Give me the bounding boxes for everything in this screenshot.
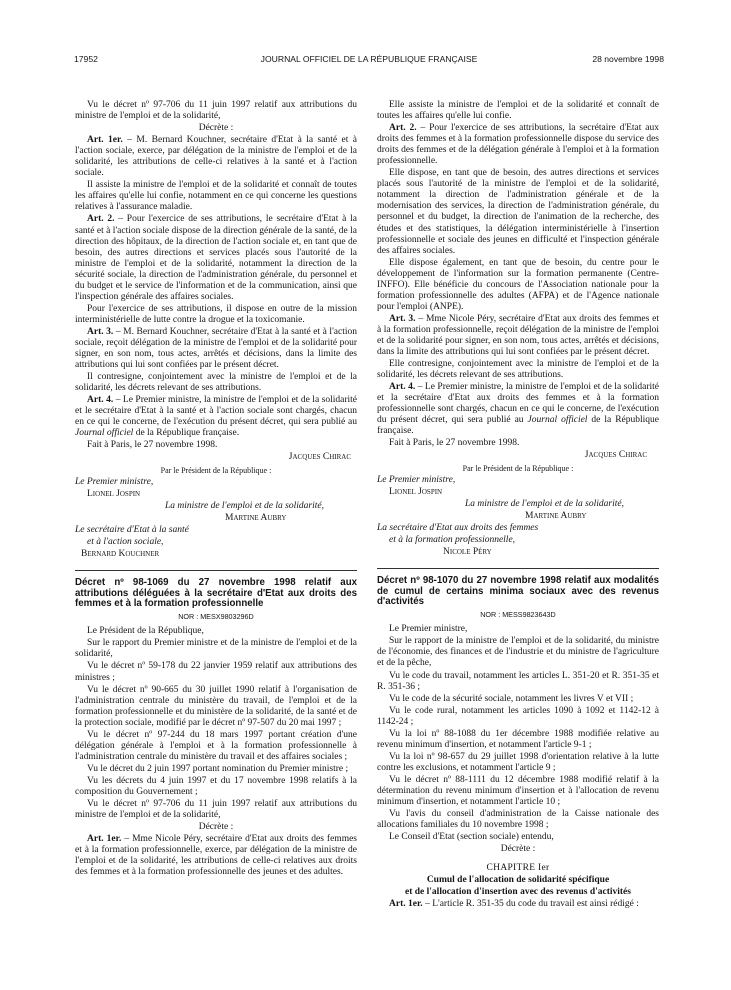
journal-officiel-ref: Journal officiel bbox=[527, 415, 588, 426]
paragraph: Il assiste la ministre de l'emploi et de la solidarité et connaît de toutes les affaires qu'elle lui confie, notamment en ce qui concerne les questions relatives à l'assurance maladie. bbox=[75, 180, 357, 213]
secretary-title-2: et à l'action sociale, bbox=[87, 536, 164, 547]
chapter-title-2: et de l'allocation d'insertion avec des revenus d'activités bbox=[405, 887, 631, 898]
article-4: Art. 4. – Le Premier ministre, la ministre de l'emploi et de la solidarité et le secrétaire d'Etat à la santé et à l'action sociale sont chargés, chacun en ce qui le concerne, de l'exécution du présent décret, qui sera publié au Journal officiel de la République française. bbox=[75, 395, 357, 439]
paragraph: Vu le code de la sécurité sociale, notamment les livres V et VII ; bbox=[389, 693, 634, 704]
paragraph: Vu le décret nº 59-178 du 22 janvier 1959 relatif aux attributions des ministres ; bbox=[75, 661, 357, 683]
pm-title: Le Premier ministre, bbox=[377, 474, 456, 485]
paragraph: Vu l'avis du conseil d'administration de la Caisse nationale des allocations familiales du 10 novembre 1998 ; bbox=[377, 809, 659, 831]
nor-reference: NOR : MESS9823643D bbox=[480, 610, 556, 620]
minister-name: Martine Aubry bbox=[225, 512, 287, 523]
pm-name: Lionel Jospin bbox=[87, 488, 141, 499]
issue-date: 28 novembre 1998 bbox=[592, 54, 664, 64]
article-1: Art. 1er. – L'article R. 351-35 du code du travail est ainsi rédigé : bbox=[389, 899, 639, 910]
article-label: Art. 1er. bbox=[87, 834, 122, 845]
paragraph: Elle assiste la ministre de l'emploi et de la solidarité et connaît de toutes les affaires qu'elle lui confie. bbox=[377, 100, 659, 122]
article-3: Art. 3. – Mme Nicole Péry, secrétaire d'Etat aux droits des femmes et à la formation professionnelle, reçoit délégation de la ministre de l'emploi et de la solidarité pour signer, en son nom, tous actes, arrêtés et décisions, dans la limite des attributions qui lui sont confiées par le présent décret. bbox=[377, 313, 659, 358]
article-4: Art. 4. – Le Premier ministre, la ministre de l'emploi et de la solidarité et la secrétaire d'Etat aux droits des femmes et à la formation professionnelle sont chargés, chacun en ce qui le concerne, de l'exécution du présent décret, qui sera publié au Journal officiel de la République française. bbox=[377, 382, 660, 437]
signature-president: Jacques Chirac bbox=[584, 450, 647, 461]
paragraph: Vu le décret nº 97-244 du 18 mars 1997 portant création d'une délégation générale à l'emploi et à la formation professionnelle à l'administration centrale du ministère du travail et des affaires sociales ; bbox=[75, 729, 357, 762]
nor-reference: NOR : MESX9803296D bbox=[178, 612, 254, 622]
paragraph: Vu les décrets du 4 juin 1997 et du 17 novembre 1998 relatifs à la composition du Gouvernement ; bbox=[75, 775, 357, 797]
secretary-title-2: et à la formation professionnelle, bbox=[389, 534, 516, 545]
paragraph: Sur le rapport du Premier ministre et de la ministre de l'emploi et de la solidarité, bbox=[75, 638, 357, 660]
article-label: Art. 1er. bbox=[87, 135, 123, 146]
paragraph: Pour l'exercice de ses attributions, il dispose en outre de la mission interministérielle de lutte contre la drogue et la toxicomanie. bbox=[75, 303, 357, 325]
pm-name: Lionel Jospin bbox=[389, 486, 443, 497]
article-label: Art. 2. bbox=[389, 123, 417, 134]
article-label: Art. 4. bbox=[389, 382, 416, 393]
left-column bbox=[75, 100, 357, 878]
article-label: Art. 3. bbox=[87, 326, 114, 337]
paragraph: Vu le décret nº 90-665 du 30 juillet 1990 relatif à l'organisation de l'administration centrale du ministère du travail, de l'emploi et de la formation professionnelle et du ministère de la solidarité, de la santé et de la protection sociale, modifié par le décret nº 97-507 du 20 mai 1997 ; bbox=[75, 684, 357, 728]
secretary-name: Nicole Péry bbox=[443, 546, 492, 557]
pm-title: Le Premier ministre, bbox=[75, 476, 154, 487]
paragraph: Le Premier ministre, bbox=[389, 624, 468, 635]
chapter-title: Cumul de l'allocation de solidarité spécifique bbox=[426, 875, 610, 886]
decree-title: Décret nº 98-1070 du 27 novembre 1998 relatif aux modalités de cumul de certains minima sociaux avec des revenus d'activités bbox=[377, 574, 659, 608]
secretary-title: La secrétaire d'Etat aux droits des femmes bbox=[377, 522, 539, 533]
article-label: Art. 3. bbox=[389, 313, 416, 324]
paragraph: Vu la loi nº 98-657 du 29 juillet 1998 d'orientation relative à la lutte contre les exclusions, et notamment l'article 9 ; bbox=[377, 751, 659, 773]
paragraph: Vu le décret nº 88-1111 du 12 décembre 1988 modifié relatif à la détermination du revenu minimum d'insertion et à l'allocation de revenu minimum d'insertion, et notamment l'article 10 ; bbox=[377, 774, 659, 808]
chapter-heading: CHAPITRE Ier bbox=[486, 863, 550, 874]
decrete-heading: Décrète : bbox=[500, 844, 536, 855]
paragraph: Vu le code du travail, notamment les articles L. 351-20 et R. 351-35 et R. 351-36 ; bbox=[377, 670, 659, 692]
secretary-title: Le secrétaire d'Etat à la santé bbox=[75, 524, 189, 535]
paragraph: Vu le code rural, notamment les articles 1090 à 1092 et 1142-12 à 1142-24 ; bbox=[377, 705, 659, 727]
article-3: Art. 3. – M. Bernard Kouchner, secrétaire d'Etat à la santé et à l'action sociale, reçoit délégation de la ministre de l'emploi et de la solidarité pour signer, en son nom, tous actes, arrêtés et décisions, dans la limite des attributions qui lui sont confiées par le présent décret. bbox=[75, 326, 357, 371]
minister-name: Martine Aubry bbox=[525, 510, 587, 521]
page-header bbox=[74, 52, 664, 66]
decrete-heading: Décrète : bbox=[198, 822, 234, 833]
journal-officiel-ref: Journal officiel bbox=[75, 428, 134, 439]
paragraph: Vu le décret du 2 juin 1997 portant nomination du Premier ministre ; bbox=[87, 763, 349, 774]
article-2: Art. 2. – Pour l'exercice de ses attributions, le secrétaire d'Etat à la santé et à l'action sociale dispose de la direction générale de la santé, de la direction des hôpitaux, de la direction de l'action sociale et, en tant que de besoin, des autres directions et services placés sous l'autorité de la ministre de l'emploi et de la solidarité, notamment la direction de la sécurité sociale, la direction de l'administration générale, du personnel et du budget et le service de l'information et de la communication, ainsi que l'inspection générale des affaires sociales. bbox=[75, 214, 357, 302]
paragraph: Le Conseil d'Etat (section sociale) entendu, bbox=[389, 832, 554, 843]
decree-separator bbox=[377, 568, 659, 569]
signature-president: Jacques Chirac bbox=[288, 452, 351, 463]
par-le-president: Par le Président de la République : bbox=[462, 463, 574, 473]
paragraph: Vu le décret nº 97-706 du 11 juin 1997 relatif aux attributions du ministre de l'emploi et de la solidarité, bbox=[75, 100, 357, 122]
decrete-heading: Décrète : bbox=[198, 123, 234, 134]
paragraph: Le Président de la République, bbox=[87, 626, 204, 637]
article-1: Art. 1er. – Mme Nicole Péry, secrétaire d'Etat aux droits des femmes et à la formation professionnelle, exerce, par délégation de la ministre de l'emploi et de la solidarité, les attributions de celle-ci relatives aux droits des femmes et à la formation professionnelle des jeunes et des adultes. bbox=[75, 834, 357, 878]
article-label: Art. 4. bbox=[87, 395, 114, 406]
paragraph: Vu le décret nº 97-706 du 11 juin 1997 relatif aux attributions du ministre de l'emploi et de la solidarité, bbox=[75, 799, 357, 821]
journal-title: JOURNAL OFFICIEL DE LA RÉPUBLIQUE FRANÇAISE bbox=[260, 54, 478, 64]
paragraph: Elle dispose également, en tant que de besoin, du centre pour le développement de l'information sur la formation permanente (Centre-INFFO). Elle bénéficie du concours de l'Association nationale pour la formation professionnelle des adultes (AFPA) et de l'Agence nationale pour l'emploi (ANPE). bbox=[377, 257, 659, 312]
article-label: Art. 2. bbox=[87, 214, 115, 225]
paragraph: Elle dispose, en tant que de besoin, des autres directions et services placés sous l'autorité de la ministre de l'emploi et de la solidarité, notamment la direction de l'administration générale et de la modernisation des services, la direction de l'administration générale, du personnel et du budget, la direction de l'animation de la recherche, des études et des statistiques, la délégation interministérielle à l'insertion professionnelle et sociale des jeunes en difficulté et l'inspection générale des affaires sociales. bbox=[377, 168, 659, 256]
minister-title: La ministre de l'emploi et de la solidarité, bbox=[465, 498, 624, 509]
article-2: Art. 2. – Pour l'exercice de ses attributions, la secrétaire d'Etat aux droits des femmes et à la formation professionnelle dispose du service des droits des femmes et de la délégation générale à l'emploi et à la formation professionnelle. bbox=[377, 123, 659, 167]
par-le-president: Par le Président de la République : bbox=[160, 465, 272, 475]
decree-title: Décret nº 98-1069 du 27 novembre 1998 relatif aux attributions déléguées à la secrétaire d'Etat aux droits des femmes et à la formation professionnelle bbox=[75, 576, 357, 610]
paragraph: Il contresigne, conjointement avec la ministre de l'emploi et de la solidarité, les décrets relevant de ses attributions. bbox=[75, 372, 357, 394]
fait-a-paris: Fait à Paris, le 27 novembre 1998. bbox=[87, 440, 218, 451]
paragraph: Elle contresigne, conjointement avec la ministre de l'emploi et de la solidarité, les décrets relevant de ses attributions. bbox=[377, 359, 659, 381]
fait-a-paris: Fait à Paris, le 27 novembre 1998. bbox=[389, 438, 520, 449]
paragraph: Vu la loi nº 88-1088 du 1er décembre 1988 modifiée relative au revenu minimum d'insertion, et notamment l'article 9-1 ; bbox=[377, 728, 659, 750]
right-column bbox=[377, 100, 659, 910]
secretary-name: Bernard Kouchner bbox=[81, 548, 160, 559]
article-1: Art. 1er. – M. Bernard Kouchner, secrétaire d'Etat à la santé et à l'action sociale, exerce, par délégation de la ministre de l'emploi et de la solidarité, les attributions de celle-ci relatives à la santé et à l'action sociale. bbox=[75, 135, 357, 179]
page-number: 17952 bbox=[74, 54, 98, 64]
decree-separator bbox=[75, 570, 357, 571]
article-label: Art. 1er. bbox=[389, 899, 423, 910]
paragraph: Sur le rapport de la ministre de l'emploi et de la solidarité, du ministre de l'économie, des finances et de l'industrie et du ministre de l'agriculture et de la pêche, bbox=[377, 636, 659, 669]
minister-title: La ministre de l'emploi et de la solidarité, bbox=[165, 500, 324, 511]
